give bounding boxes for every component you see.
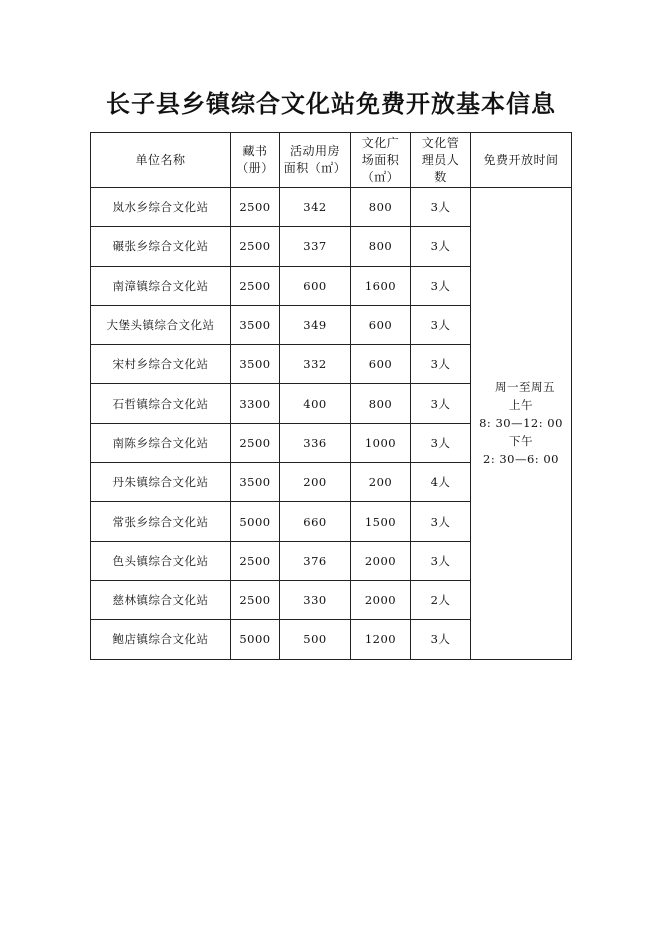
cell-staff: 3人 <box>411 227 471 266</box>
header-activity-area: 活动用房 面积（㎡） <box>280 133 351 188</box>
cell-area: 500 <box>280 620 351 659</box>
header-unit-name: 单位名称 <box>91 133 231 188</box>
cell-name: 宋村乡综合文化站 <box>91 345 231 384</box>
cell-square: 200 <box>351 463 411 502</box>
cell-square: 1200 <box>351 620 411 659</box>
header-staff: 文化管 理员人 数 <box>411 133 471 188</box>
open-time-line1: 周一至周五 <box>495 380 555 395</box>
info-table <box>90 132 572 660</box>
cell-square: 1000 <box>351 423 411 462</box>
cell-square: 2000 <box>351 541 411 580</box>
cell-area: 400 <box>280 384 351 423</box>
cell-books: 2500 <box>231 541 280 580</box>
header-books: 藏书 （册） <box>231 133 280 188</box>
cell-staff: 3人 <box>411 384 471 423</box>
cell-square: 600 <box>351 305 411 344</box>
open-time-line3: 8: 30—12: 00 <box>479 416 563 431</box>
cell-books: 2500 <box>231 188 280 227</box>
cell-name: 石哲镇综合文化站 <box>91 384 231 423</box>
open-time-cell <box>471 188 572 660</box>
open-time-line2: 上午 <box>509 398 533 413</box>
cell-name: 慈林镇综合文化站 <box>91 580 231 619</box>
cell-area: 200 <box>280 463 351 502</box>
cell-books: 2500 <box>231 580 280 619</box>
cell-area: 332 <box>280 345 351 384</box>
cell-name: 南陈乡综合文化站 <box>91 423 231 462</box>
cell-staff: 3人 <box>411 305 471 344</box>
cell-staff: 3人 <box>411 620 471 659</box>
cell-books: 3500 <box>231 345 280 384</box>
cell-name: 碾张乡综合文化站 <box>91 227 231 266</box>
cell-area: 337 <box>280 227 351 266</box>
cell-books: 3500 <box>231 463 280 502</box>
cell-area: 600 <box>280 266 351 305</box>
cell-staff: 2人 <box>411 580 471 619</box>
cell-square: 1500 <box>351 502 411 541</box>
cell-square: 2000 <box>351 580 411 619</box>
header-open-time: 免费开放时间 <box>471 133 572 188</box>
cell-books: 3500 <box>231 305 280 344</box>
header-square-area: 文化广 场面积 （㎡） <box>351 133 411 188</box>
cell-books: 2500 <box>231 227 280 266</box>
cell-staff: 3人 <box>411 541 471 580</box>
cell-staff: 3人 <box>411 188 471 227</box>
header-row <box>91 133 572 188</box>
cell-square: 1600 <box>351 266 411 305</box>
cell-name: 南漳镇综合文化站 <box>91 266 231 305</box>
cell-area: 376 <box>280 541 351 580</box>
cell-square: 800 <box>351 384 411 423</box>
cell-name: 鲍店镇综合文化站 <box>91 620 231 659</box>
cell-staff: 3人 <box>411 423 471 462</box>
cell-name: 常张乡综合文化站 <box>91 502 231 541</box>
open-time-line4: 下午 <box>509 434 533 449</box>
cell-area: 330 <box>280 580 351 619</box>
table-row <box>91 188 572 227</box>
cell-name: 色头镇综合文化站 <box>91 541 231 580</box>
cell-area: 342 <box>280 188 351 227</box>
cell-square: 600 <box>351 345 411 384</box>
cell-staff: 4人 <box>411 463 471 502</box>
cell-area: 660 <box>280 502 351 541</box>
cell-name: 岚水乡综合文化站 <box>91 188 231 227</box>
cell-staff: 3人 <box>411 502 471 541</box>
cell-square: 800 <box>351 188 411 227</box>
open-time-line5: 2: 30—6: 00 <box>483 452 559 467</box>
page-title: 长子县乡镇综合文化站免费开放基本信息 <box>106 89 556 118</box>
cell-staff: 3人 <box>411 266 471 305</box>
cell-books: 2500 <box>231 266 280 305</box>
cell-books: 2500 <box>231 423 280 462</box>
cell-books: 5000 <box>231 502 280 541</box>
cell-name: 大堡头镇综合文化站 <box>91 305 231 344</box>
cell-area: 349 <box>280 305 351 344</box>
cell-staff: 3人 <box>411 345 471 384</box>
cell-square: 800 <box>351 227 411 266</box>
cell-area: 336 <box>280 423 351 462</box>
cell-books: 3300 <box>231 384 280 423</box>
cell-name: 丹朱镇综合文化站 <box>91 463 231 502</box>
cell-books: 5000 <box>231 620 280 659</box>
